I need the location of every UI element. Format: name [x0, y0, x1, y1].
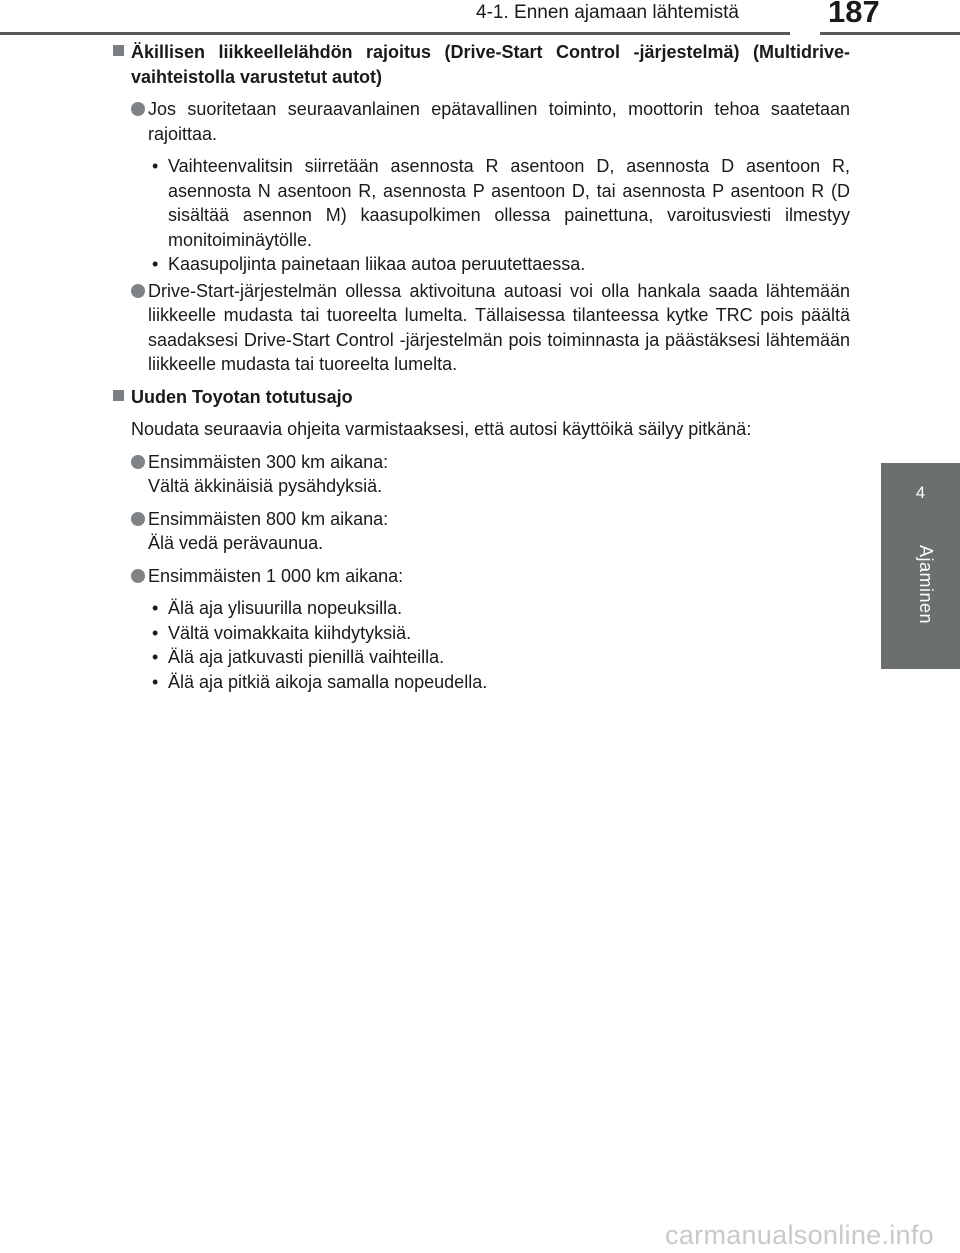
bullet-text: Vältä äkkinäisiä pysähdyksiä.	[148, 476, 383, 496]
bullet-item	[112, 97, 850, 146]
list-item	[148, 670, 850, 695]
bullet-text: Drive-Start-järjestelmän ollessa aktivoituna autoasi voi olla hankala saada lähtemään liikkeelle mudasta tai tuoreelta lumelta. Tällaisessa tilanteessa kytke TRC pois päältä saadaksesi Drive-Start Control -järjestelmän pois toiminnasta ja päästäksesi lähtemään liikkeelle mudasta tai tuoreelta lumelta.	[148, 280, 850, 374]
circle-bullet-icon	[131, 512, 145, 526]
side-tab-label: Ajaminen	[916, 545, 936, 625]
circle-bullet-icon	[131, 455, 145, 469]
watermark: carmanualsonline.info	[665, 1220, 934, 1250]
list-marker: •	[152, 622, 159, 643]
list-item	[148, 252, 850, 277]
page-header	[0, 0, 960, 36]
list-item	[148, 621, 850, 646]
circle-bullet-icon	[131, 569, 145, 583]
list-item	[148, 154, 850, 252]
list-marker: •	[152, 671, 159, 692]
bullet-title: Ensimmäisten 300 km aikana:	[148, 451, 389, 472]
heading-text: Äkillisen liikkeellelähdön rajoitus (Drive-Start Control -järjestelmä) (Multidrive-vaihteistolla varustetut autot)	[131, 42, 850, 87]
list-item	[148, 645, 850, 670]
list-item-text: Älä aja pitkiä aikoja samalla nopeudella.	[168, 671, 488, 692]
bullet-item	[112, 279, 850, 377]
list-item-text: Älä aja jatkuvasti pienillä vaihteilla.	[168, 647, 445, 667]
bullet-item	[112, 564, 850, 589]
bullet-item	[112, 450, 850, 499]
heading-text: Uuden Toyotan totutusajo	[131, 386, 353, 407]
list-marker: •	[152, 156, 159, 176]
list-item-text: Kaasupoljinta painetaan liikaa autoa peruutettaessa.	[168, 254, 586, 274]
bullet-text: Älä vedä perävaunua.	[148, 533, 324, 553]
list-item-text: Vaihteenvalitsin siirretään asennosta R asentoon D, asennosta D asentoon R, asennosta N asentoon R, asennosta P asentoon D, tai asennosta P asentoon R (D sisältää asennon M) kaasupolkimen ollessa painettuna, varoitusviesti ilmestyy monitoiminäytölle.	[168, 156, 850, 250]
header-rule-gap	[790, 28, 820, 36]
square-bullet-icon	[113, 390, 124, 401]
circle-bullet-icon	[131, 284, 145, 298]
list-marker: •	[152, 647, 159, 667]
list-item	[148, 596, 850, 621]
list-item-text: Älä aja ylisuurilla nopeuksilla.	[168, 598, 403, 618]
bullet-item	[112, 507, 850, 556]
square-bullet-icon	[113, 45, 124, 56]
bullet-title: Ensimmäisten 1 000 km aikana:	[148, 565, 404, 586]
chapter-side-tab	[881, 463, 960, 669]
page-number: 187	[828, 0, 880, 29]
list-item-text: Vältä voimakkaita kiihdytyksiä.	[168, 622, 412, 643]
chapter-title: 4-1. Ennen ajamaan lähtemistä	[476, 2, 739, 23]
bullet-title: Ensimmäisten 800 km aikana:	[148, 508, 389, 529]
list-marker: •	[152, 254, 159, 274]
section-heading-break-in	[112, 385, 850, 410]
side-tab-number: 4	[915, 483, 926, 502]
sub-list	[148, 154, 850, 277]
intro-paragraph: Noudata seuraavia ohjeita varmistaaksesi, että autosi käyttöikä säilyy pitkänä:	[131, 419, 752, 439]
sub-list	[148, 596, 850, 694]
page-content	[112, 40, 850, 694]
list-marker: •	[152, 598, 159, 618]
bullet-text: Jos suoritetaan seuraavanlainen epätavallinen toiminto, moottorin tehoa saatetaan rajoittaa.	[148, 99, 850, 144]
section-heading-drive-start	[112, 40, 850, 89]
circle-bullet-icon	[131, 102, 145, 116]
